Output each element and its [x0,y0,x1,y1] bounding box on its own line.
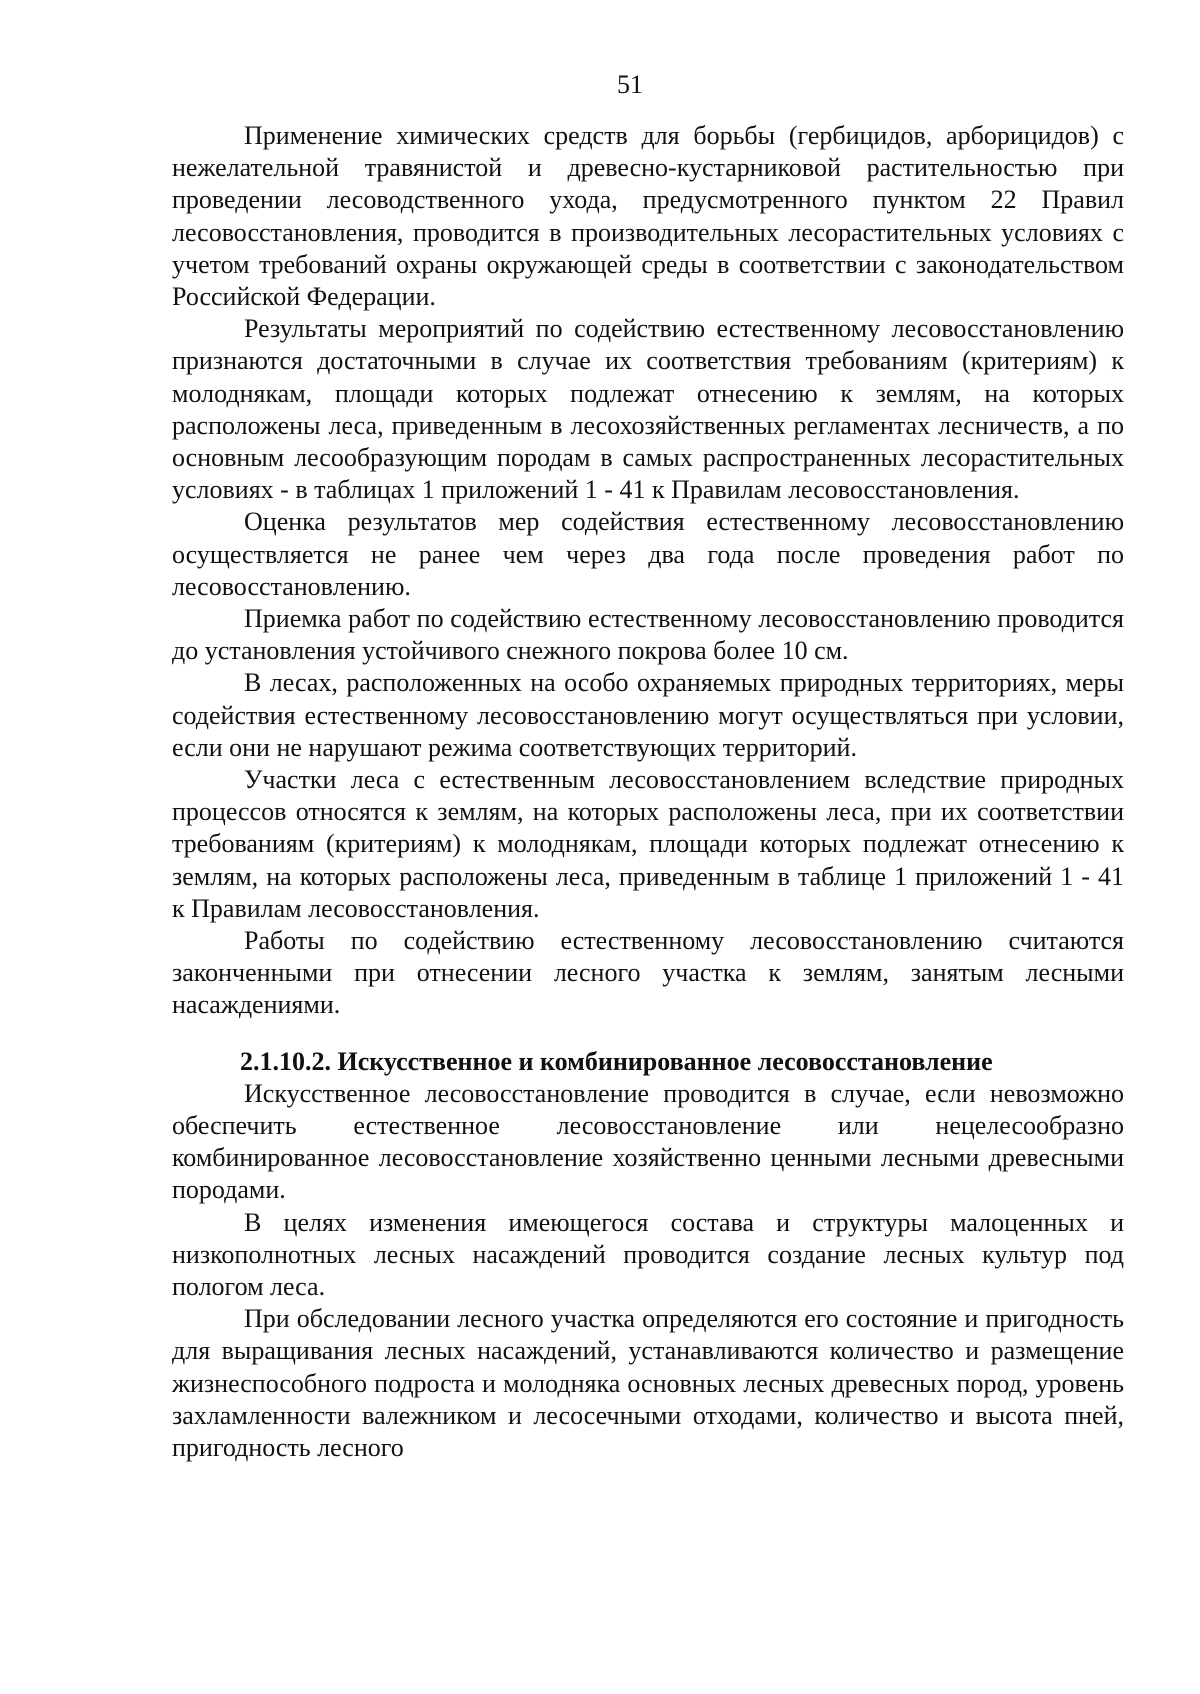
paragraph-works-acceptance: Приемка работ по содействию естественному лесовосстановлению проводится до установления устойчивого снежного покрова более 10 см. [172,604,1124,666]
paragraph-protected-areas: В лесах, расположенных на особо охраняемых природных территориях, меры содействия естественному лесовосстановлению могут осуществляться при условии, если они не нарушают режима соответствующих территорий. [172,668,1124,762]
paragraph-underplanting: В целях изменения имеющегося состава и структуры малоценных и низкополнотных лесных насаждений проводится создание лесных культур под пологом леса. [172,1207,1124,1301]
section-heading: 2.1.10.2. Искусственное и комбинированное лесовосстановление [240,1046,993,1076]
paragraph-results-evaluation: Оценка результатов мер содействия естественному лесовосстановлению осуществляется не ранее чем через два года после проведения работ по лесовосстановлению. [172,507,1124,601]
paragraph-natural-regeneration-plots: Участки леса с естественным лесовосстановлением вследствие природных процессов относятся к землям, на которых расположены леса, при их соответствии требованиям (критериям) к молоднякам, площади которых подлежат отнесению к землям, на которых расположены леса, приведенным в таблице 1 приложений 1 - 41 к Правилам лесовосстановления. [172,765,1124,923]
paragraph-works-completion: Работы по содействию естественному лесовосстановлению считаются законченными при отнесении лесного участка к землям, занятым лесными насаждениями. [172,926,1124,1020]
paragraph-herbicides: Применение химических средств для борьбы (гербицидов, арборицидов) с нежелательной травянистой и древесно-кустарниковой растительностью при проведении лесоводственного ухода, предусмотренного пунктом 22 Правил лесовосстановления, проводится в производительных лесорастительных условиях с учетом требований охраны окружающей среды в соответствии с законодательством Российской Федерации. [172,121,1124,312]
page-number: 51 [617,70,643,99]
document-body [172,120,1124,1464]
paragraph-artificial-regeneration: Искусственное лесовосстановление проводится в случае, если невозможно обеспечить естественное лесовосстановление или нецелесообразно комбинированное лесовосстановление хозяйственно ценными лесными древесными породами. [172,1078,1124,1205]
paragraph-plot-survey: При обследовании лесного участка определяются его состояние и пригодность для выращивания лесных насаждений, устанавливаются количество и размещение жизнеспособного подроста и молодняка основных лесных древесных пород, уровень захламленности валежником и лесосечными отходами, количество и высота пней, пригодность лесного [172,1304,1124,1462]
paragraph-results-sufficiency: Результаты мероприятий по содействию естественному лесовосстановлению признаются достаточными в случае их соответствия требованиям (критериям) к молоднякам, площади которых подлежат отнесению к землям, на которых расположены леса, приведенным в лесохозяйственных регламентах лесничеств, а по основным лесообразующим породам в самых распространенных лесорастительных условиях - в таблицах 1 приложений 1 - 41 к Правилам лесовосстановления. [172,314,1124,505]
